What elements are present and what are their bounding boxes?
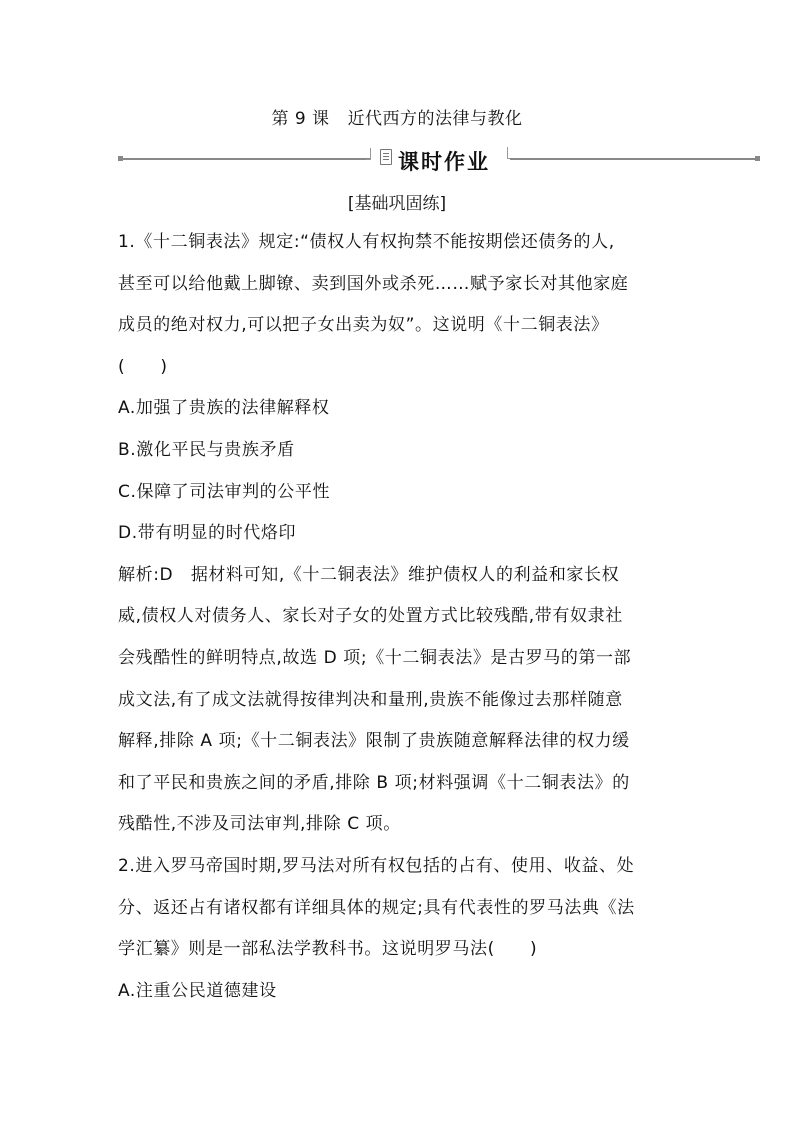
analysis-line: 成文法,有了成文法就得按律判决和量刑,贵族不能像过去那样随意 [118,689,623,710]
document-icon [380,149,392,165]
option-a: A.注重公民道德建设 [118,980,277,1001]
analysis-line: 和了平民和贵族之间的矛盾,排除 B 项;材料强调《十二铜表法》的 [118,772,630,793]
question-stem-line: 成员的绝对权力,可以把子女出卖为奴”。这说明《十二铜表法》 [118,315,609,336]
question-stem-line: 2.进入罗马帝国时期,罗马法对所有权包括的占有、使用、收益、处 [118,855,635,876]
divider-line [510,158,755,160]
lesson-number: 第 9 课 [271,109,330,129]
option-b: B.激化平民与贵族矛盾 [118,439,295,460]
question-stem-line: 分、返还占有诸权都有详细具体的规定;具有代表性的罗马法典《法 [118,897,635,918]
option-d: D.带有明显的时代烙印 [118,523,297,544]
question-1 [118,228,678,852]
analysis-line: 残酷性,不涉及司法审判,排除 C 项。 [118,814,401,835]
section-heading: [基础巩固练] [347,194,447,214]
analysis-line: 解析:D 据材料可知,《十二铜表法》维护债权人的利益和家长权 [118,564,620,585]
answer-blank: ( ) [118,356,168,377]
question-stem-line: 甚至可以给他戴上脚镣、卖到国外或杀死……赋予家长对其他家庭 [118,273,629,294]
question-list [118,228,678,1018]
option-a: A.加强了贵族的法律解释权 [118,398,330,419]
divider-endpoint [755,156,760,161]
analysis-line: 解释,排除 A 项;《十二铜表法》限制了贵族随意解释法律的权力缓 [118,731,630,752]
homework-banner [118,146,763,172]
option-c: C.保障了司法审判的公平性 [118,481,331,502]
question-stem-line: 学汇纂》则是一部私法学教科书。这说明罗马法( ) [118,939,538,960]
divider-bracket [366,148,371,160]
analysis-line: 威,债权人对债务人、家长对子女的处置方式比较残酷,带有奴隶社 [118,606,623,627]
question-stem-line: 1.《十二铜表法》规定:“债权人有权拘禁不能按期偿还债务的人, [118,232,615,252]
banner-label: 课时作业 [398,149,490,174]
lesson-name: 近代西方的法律与教化 [347,109,523,129]
divider-line [122,158,370,160]
lesson-title [0,104,794,129]
analysis-line: 会残酷性的鲜明特点,故选 D 项;《十二铜表法》是古罗马的第一部 [118,647,632,668]
question-2 [118,852,678,1018]
